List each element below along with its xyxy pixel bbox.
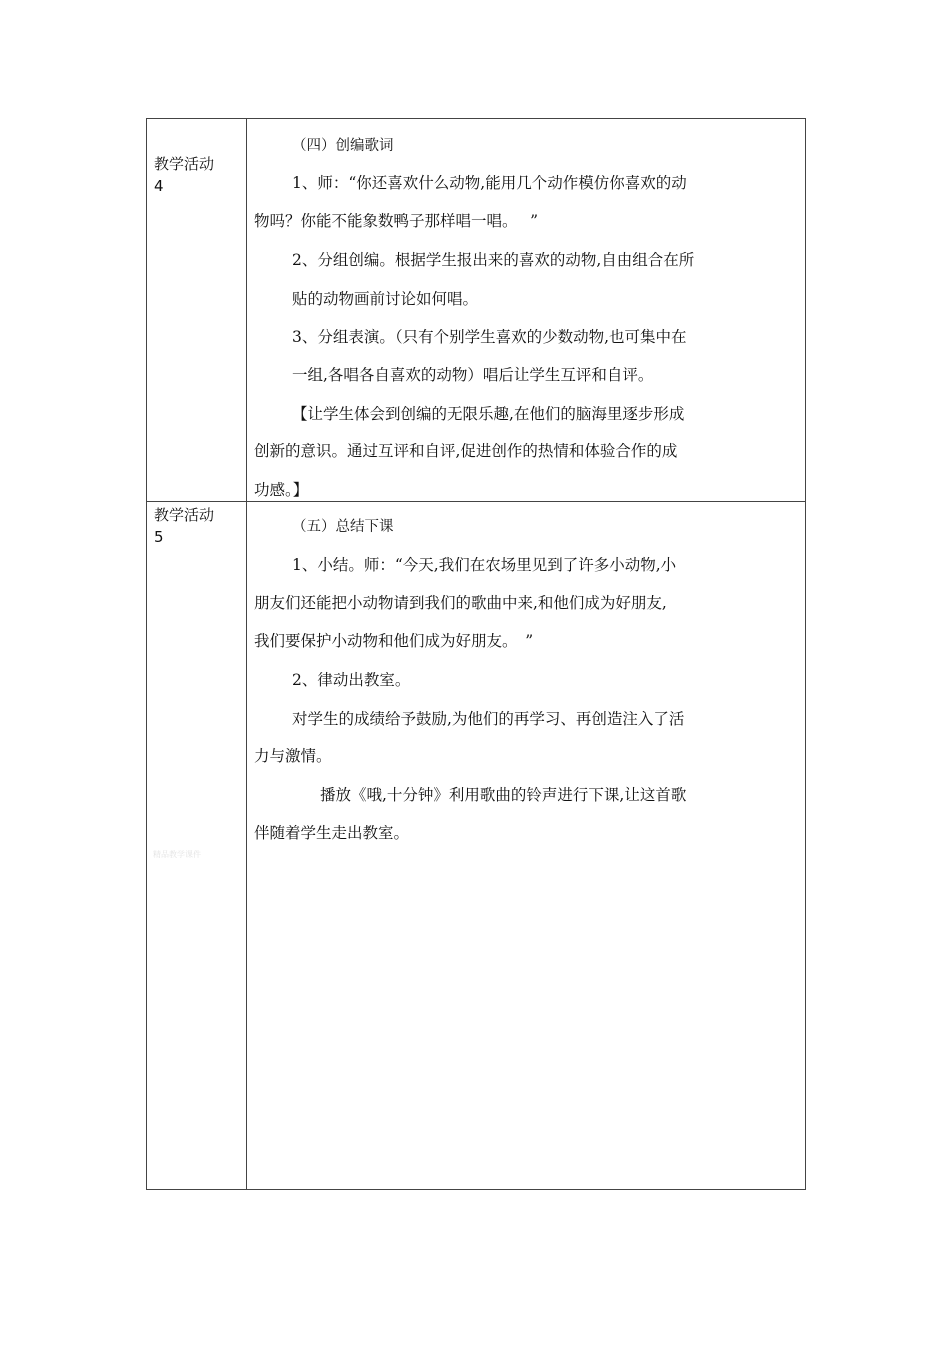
row5-item2: 2、律动出教室。 [292,671,411,689]
row5-para1-line1: 对学生的成绩给予鼓励,为他们的再学习、再创造注入了活 [292,710,685,728]
row4-note-line3: 功感。】 [254,481,309,499]
column-divider [246,119,247,1189]
row5-para1-line2: 力与激情。 [254,747,332,765]
row4-item1-line1: 1、师：“你还喜欢什么动物,能用几个动作模仿你喜欢的动 [292,174,687,192]
row5-para2-line2: 伴随着学生走出教室。 [254,824,410,842]
row5-item1-line3: 我们要保护小动物和他们成为好朋友。 ” [254,632,534,650]
row5-label-number: 5 [154,528,164,546]
row4-label [154,153,242,197]
row4-item2-line1: 2、分组创编。根据学生报出来的喜欢的动物,自由组合在所 [292,251,695,269]
row4-label-title: 教学活动 [154,155,215,173]
row4-item3-line1: 3、分组表演。（只有个别学生喜欢的少数动物,也可集中在 [292,328,687,346]
row5-label [154,504,242,548]
row5-item1-line2: 朋友们还能把小动物请到我们的歌曲中来,和他们成为好朋友, [254,594,667,612]
row4-heading: （四）创编歌词 [292,138,394,154]
row5-label-title: 教学活动 [154,506,215,524]
faint-watermark-text: 精品教学课件 [153,850,201,859]
lesson-table [146,118,806,1190]
row-divider [147,501,805,502]
row4-item1-line2: 物吗？你能不能象数鸭子那样唱一唱。 ” [254,212,539,230]
row4-label-number: 4 [154,177,164,195]
row5-para2-line1: 播放《哦,十分钟》利用歌曲的铃声进行下课,让这首歌 [320,786,687,804]
row4-item3-line2: 一组,各唱各自喜欢的动物）唱后让学生互评和自评。 [292,366,654,384]
row4-note-line2: 创新的意识。通过互评和自评,促进创作的热情和体验合作的成 [254,442,678,460]
row5-heading: （五）总结下课 [292,519,394,535]
row4-note-line1: 【让学生体会到创编的无限乐趣,在他们的脑海里逐步形成 [292,405,685,423]
row5-item1-line1: 1、小结。师：“今天,我们在农场里见到了许多小动物,小 [292,556,677,574]
row4-item2-line2: 贴的动物画前讨论如何唱。 [292,290,479,308]
